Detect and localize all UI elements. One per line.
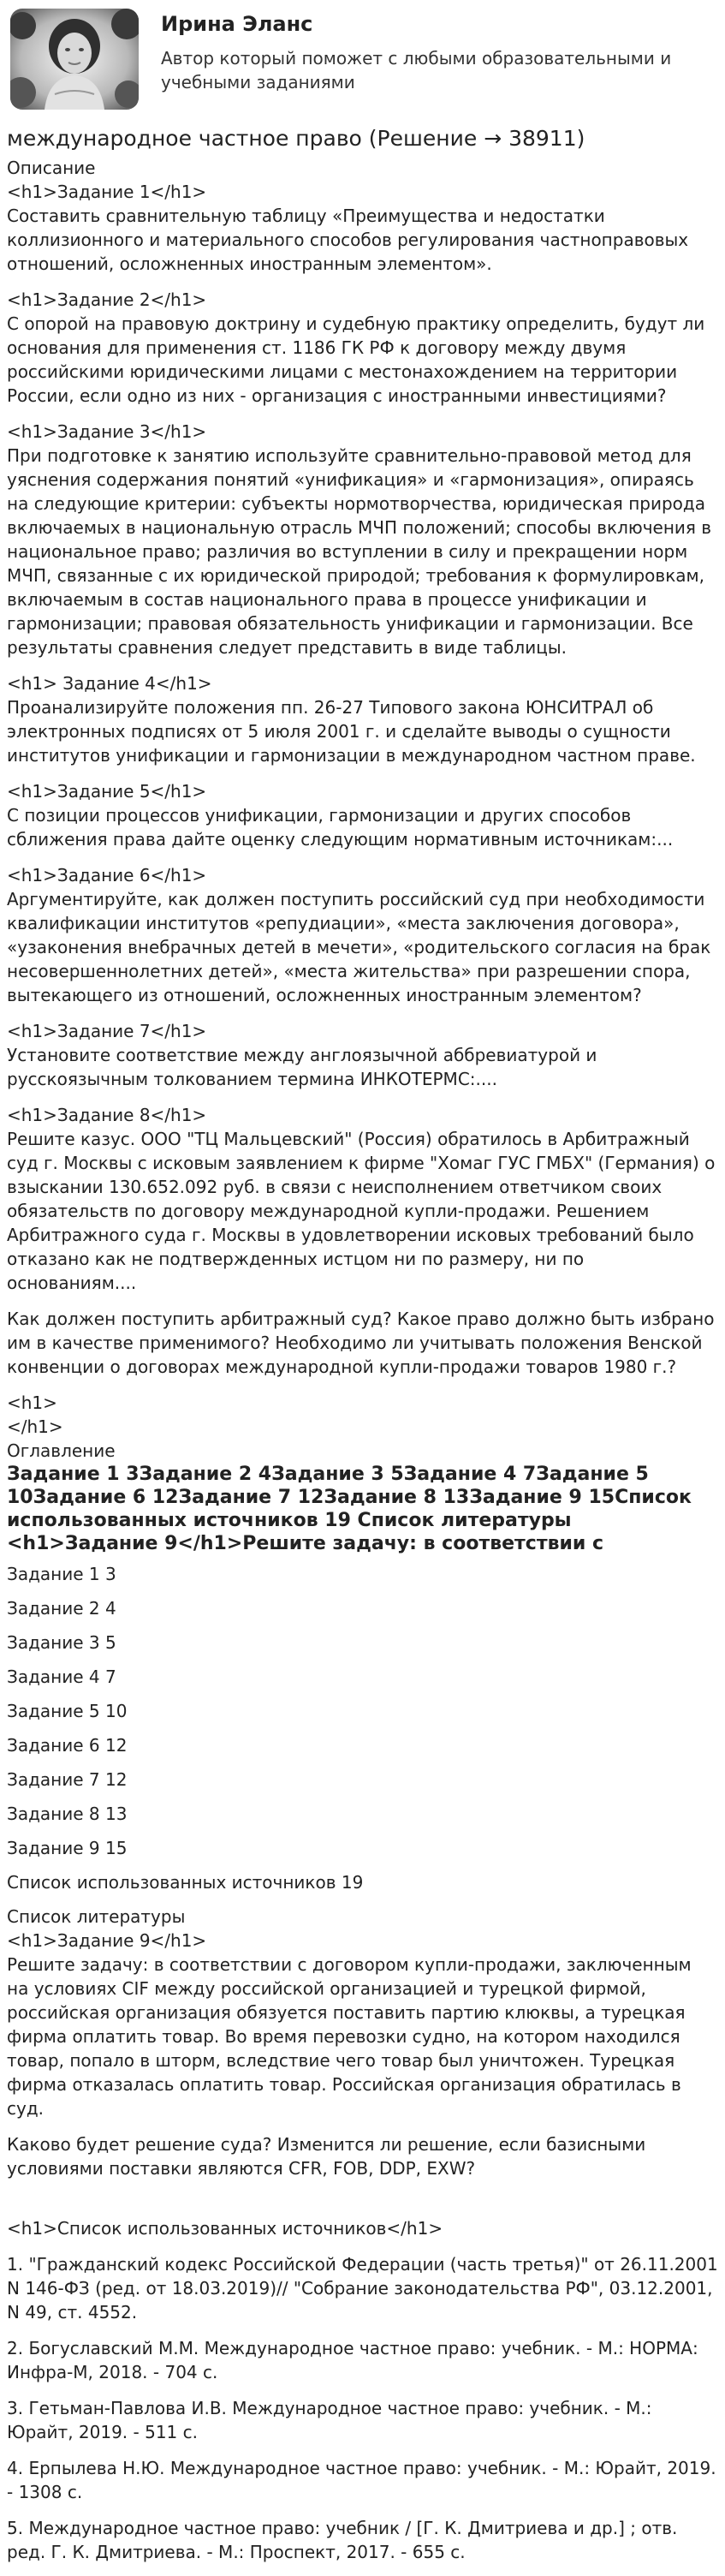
task-3	[7, 420, 718, 659]
toc-item: Задание 9 15	[7, 1838, 128, 1858]
toc-item: Список использованных источников 19	[7, 1872, 364, 1893]
task-heading: <h1>Задание 9</h1>	[7, 1930, 207, 1951]
author-card	[7, 0, 718, 113]
toc-item: Задание 5 10	[7, 1701, 128, 1721]
task-6	[7, 863, 718, 1007]
task-text: С позиции процессов унификации, гармонизации и других способов сближения права дайте оценку следующим нормативным источникам:...	[7, 805, 674, 850]
task-heading: <h1>Задание 7</h1>	[7, 1021, 207, 1041]
literature-label: Список литературы	[7, 1906, 186, 1927]
task-heading: <h1> Задание 4</h1>	[7, 673, 212, 694]
task-text: При подготовке к занятию используйте сравнительно-правовой метод для уяснения содержания понятий «унификация» и «гармонизация», опираясь на следующие критерии: субъекты нормотворчества, юридическая природа включаемых в национальную отрасль МЧП положений; способы включения в национальное право; различия во вступлении в силу и прекращении норм МЧП, связанные с их юридической природой; требования к формулировкам, включаемым в состав национального права в процессе унификации и гармонизации; правовая обязательность унификации и гармонизации. Все результаты сравнения следует представить в виде таблицы.	[7, 445, 712, 658]
sources-heading-block	[7, 2216, 718, 2240]
toc-item: Задание 1 3	[7, 1564, 116, 1584]
task-text: Решите задачу: в соответствии с договором купли-продажи, заключенным на условиях CIF между российской организацией и турецкой фирмой, российская организация обязуется поставить партию клюквы, а турецкая фирма оплатить товар. Во время перевозки судно, на котором находился товар, попало в шторм, вследствие чего товар был уничтожен. Турецкая фирма отказалась оплатить товар. Российская организация обратилась в суд.	[7, 1954, 692, 2119]
sources-heading: <h1>Список использованных источников</h1>	[7, 2218, 443, 2239]
spacer	[7, 2192, 718, 2216]
author-description: Автор который поможет с любыми образовательными и учебными заданиями	[161, 48, 672, 92]
task-7	[7, 1019, 718, 1091]
source-item: 2. Богуславский М.М. Международное частное право: учебник. - М.: НОРМА: Инфра-М, 2018. - 704 с.	[7, 2338, 698, 2382]
toc-heading: Задание 1 3Задание 2 4Задание 3 5Задание 4 7Задание 5 10Задание 6 12Задание 7 12Задание 8 13Задание 9 15Список использованных источников 19 Список литературы <h1>Задание 9</h1>Решите задачу: в соответствии с	[7, 1464, 692, 1554]
source-item: 5. Международное частное право: учебник / [Г. К. Дмитриева и др.] ; отв. ред. Г. К. Дмитриева. - М.: Проспект, 2017. - 655 с.	[7, 2518, 678, 2562]
toc-item: Задание 4 7	[7, 1667, 116, 1687]
task-heading: <h1>Задание 6</h1>	[7, 865, 207, 886]
task-9	[7, 1929, 718, 2120]
task-9-question-block	[7, 2132, 718, 2180]
source-item: 1. "Гражданский кодекс Российской Федерации (часть третья)" от 26.11.2001 N 146-ФЗ (ред. от 18.03.2019)// "Собрание законодательства РФ", 03.12.2001, N 49, ст. 4552.	[7, 2254, 718, 2323]
source-item: 4. Ерпылева Н.Ю. Международное частное право: учебник. - М.: Юрайт, 2019. - 1308 с.	[7, 2458, 716, 2502]
h1-open-tag: <h1>	[7, 1392, 57, 1413]
page-title: международное частное право (Решение → 38911)	[7, 126, 585, 151]
author-info	[161, 9, 718, 94]
h1-close-tag: </h1>	[7, 1416, 63, 1437]
toc-item: Задание 8 13	[7, 1804, 128, 1824]
task-4	[7, 671, 718, 767]
source-item: 3. Гетьман-Павлова И.В. Международное частное право: учебник. - М.: Юрайт, 2019. - 511 с.	[7, 2398, 652, 2442]
toc-item: Задание 7 12	[7, 1769, 128, 1790]
task-heading: <h1>Задание 2</h1>	[7, 289, 207, 310]
sources-list	[7, 2252, 718, 2564]
task-text: С опорой на правовую доктрину и судебную практику определить, будут ли основания для применения ст. 1186 ГК РФ к договору между двумя российскими юридическими лицами с местонахождением на территории России, если одно из них - организация с иностранными инвестициями?	[7, 313, 705, 406]
table-of-contents	[7, 1562, 718, 1894]
task-8-question-block	[7, 1307, 718, 1379]
author-avatar[interactable]	[10, 9, 139, 110]
toc-item: Задание 6 12	[7, 1735, 128, 1756]
task-heading: <h1>Задание 1</h1>	[7, 182, 207, 202]
toc-item: Задание 2 4	[7, 1598, 116, 1619]
toc-item: Задание 3 5	[7, 1632, 116, 1653]
task-text: Установите соответствие между англоязычной аббревиатурой и русскоязычным толкованием термина ИНКОТЕРМС:....	[7, 1045, 597, 1089]
task-heading: <h1>Задание 5</h1>	[7, 781, 207, 802]
task-text: Аргументируйте, как должен поступить российский суд при необходимости квалификации институтов «репудиации», «места заключения договора», «узаконения внебрачных детей в мечети», «родительского согласия на брак несовершеннолетних детей», «места жительства» при разрешении спора, вытекающего из отношений, осложненных иностранным элементом?	[7, 889, 711, 1005]
author-name[interactable]: Ирина Эланс	[161, 12, 313, 36]
toc-label: Оглавление	[7, 1440, 116, 1461]
task-heading: <h1>Задание 8</h1>	[7, 1105, 207, 1125]
task-8	[7, 1103, 718, 1295]
task-heading: <h1>Задание 3</h1>	[7, 421, 207, 442]
task-1	[7, 180, 718, 276]
description-label: Описание	[7, 158, 96, 178]
task-9-question: Каково будет решение суда? Изменится ли решение, если базисными условиями поставки являются CFR, FOB, DDP, EXW?	[7, 2134, 646, 2179]
task-text: Составить сравнительную таблицу «Преимущества и недостатки коллизионного и материального способов регулирования частноправовых отношений, осложненных иностранным элементом».	[7, 206, 689, 274]
task-5	[7, 779, 718, 851]
task-text: Решите казус. ООО "ТЦ Мальцевский" (Россия) обратилось в Арбитражный суд г. Москвы с исковым заявлением к фирме "Хомаг ГУС ГМБХ" (Германия) о взыскании 130.652.092 руб. в связи с неисполнением ответчиком своих обязательств по договору международной купли-продажи. Решением Арбитражного суда г. Москвы в удовлетворении исковых требований было отказано как не подтвержденных истцом ни по размеру, ни по основаниям....	[7, 1129, 716, 1293]
task-8-question: Как должен поступить арбитражный суд? Какое право должно быть избрано им в качестве применимого? Необходимо ли учитывать положения Венской конвенции о договорах международной купли-продажи товаров 1980 г.?	[7, 1309, 715, 1377]
avatar-image	[10, 9, 139, 110]
task-text: Проанализируйте положения пп. 26-27 Типового закона ЮНСИТРАЛ об электронных подписях от 5 июля 2001 г. и сделайте выводы о сущности институтов унификации и гармонизации в международном частном праве.	[7, 697, 696, 766]
task-2	[7, 288, 718, 408]
